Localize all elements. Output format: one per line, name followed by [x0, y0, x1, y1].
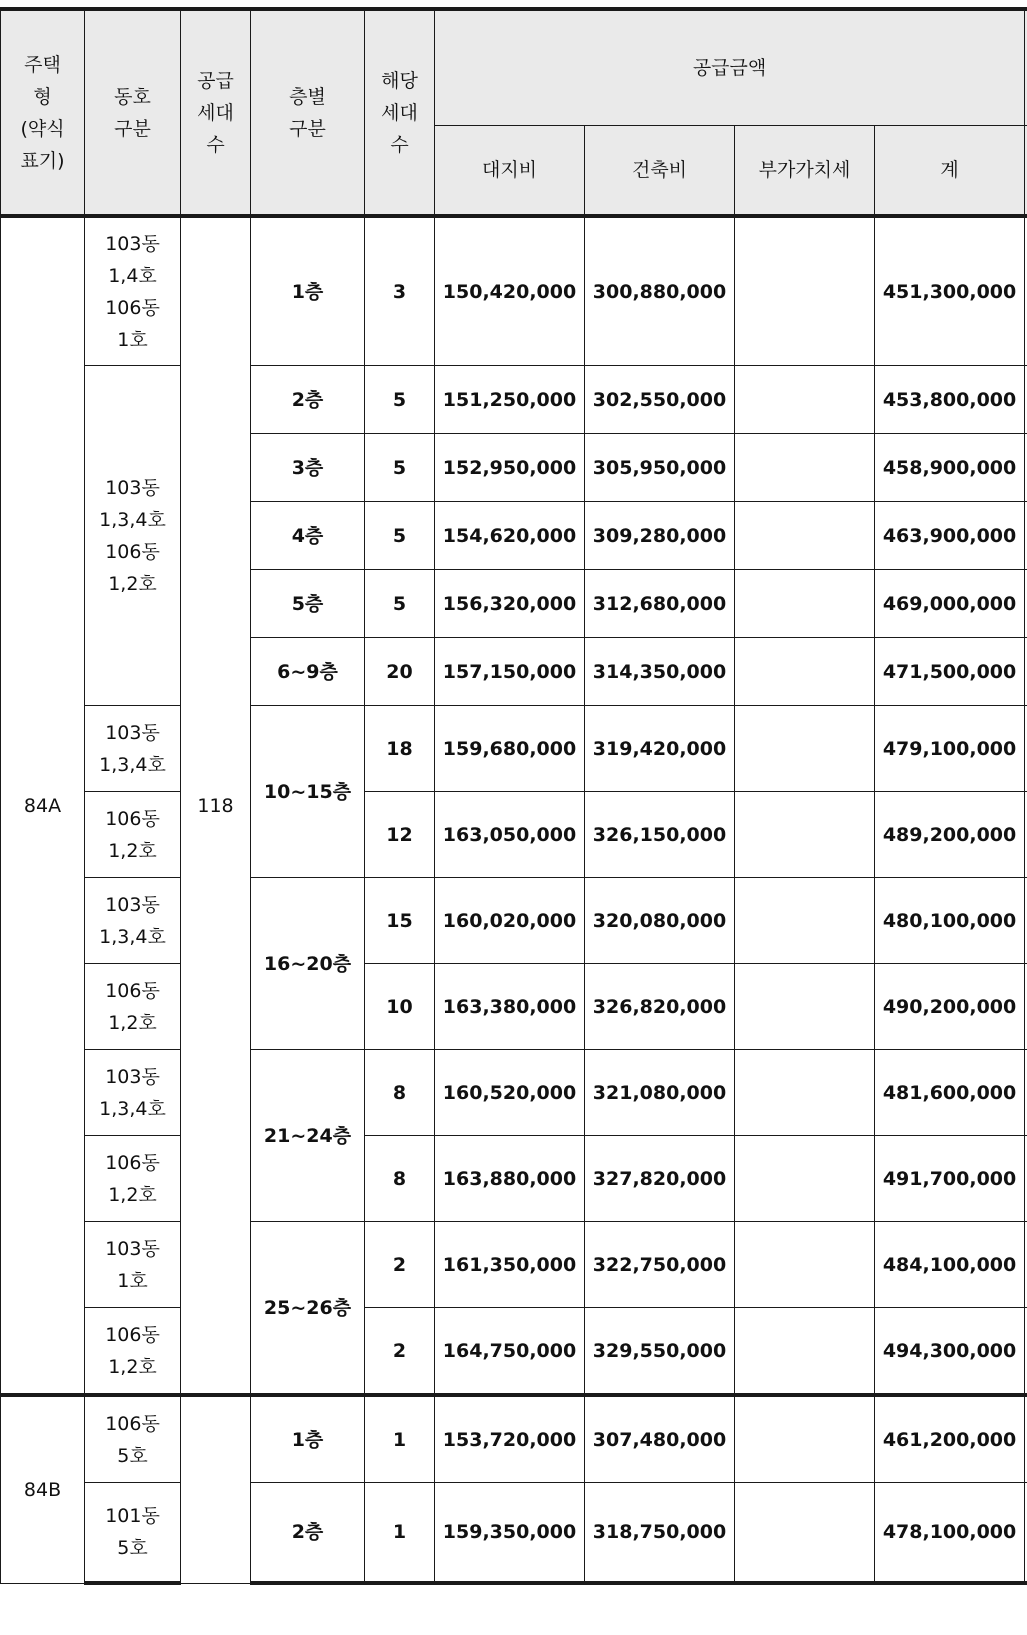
land-cost-cell: 160,020,000 [435, 878, 585, 964]
header-floor: 층별 구분 [251, 9, 365, 216]
land-cost-cell: 153,720,000 [435, 1395, 585, 1483]
table-row [1, 1395, 1027, 1483]
floor-cell: 2층 [251, 366, 365, 434]
header-supply-units: 공급 세대 수 [181, 9, 251, 216]
land-cost-cell: 160,520,000 [435, 1050, 585, 1136]
total-cell: 480,100,000 [875, 878, 1025, 964]
land-cost-cell: 164,750,000 [435, 1308, 585, 1396]
supply-price-table-sheet [0, 7, 1027, 1627]
dong-ho-cell: 106동 5호 [85, 1395, 181, 1483]
total-cell: 490,200,000 [875, 964, 1025, 1050]
total-cell: 458,900,000 [875, 434, 1025, 502]
floor-cell: 1층 [251, 1395, 365, 1483]
total-cell: 471,500,000 [875, 638, 1025, 706]
dong-ho-cell: 103동 1,4호 106동 1호 [85, 216, 181, 366]
table-row [1, 1222, 1027, 1308]
building-cost-cell: 327,820,000 [585, 1136, 735, 1222]
table-row [1, 1050, 1027, 1136]
vat-cell [735, 638, 875, 706]
total-cell: 453,800,000 [875, 366, 1025, 434]
land-cost-cell: 161,350,000 [435, 1222, 585, 1308]
building-cost-cell: 314,350,000 [585, 638, 735, 706]
dong-ho-cell: 106동 1,2호 [85, 1136, 181, 1222]
vat-cell [735, 216, 875, 366]
header-housing-type: 주택 형 (약식 표기) [1, 9, 85, 216]
units-cell: 15 [365, 878, 435, 964]
supply-units-84a: 118 [181, 216, 251, 1395]
vat-cell [735, 570, 875, 638]
building-cost-cell: 300,880,000 [585, 216, 735, 366]
total-cell: 494,300,000 [875, 1308, 1025, 1396]
header-supply-amount: 공급금액 [435, 9, 1025, 126]
building-cost-cell: 309,280,000 [585, 502, 735, 570]
dong-ho-cell: 106동 1,2호 [85, 792, 181, 878]
land-cost-cell: 152,950,000 [435, 434, 585, 502]
units-cell: 5 [365, 366, 435, 434]
vat-cell [735, 366, 875, 434]
floor-cell: 25~26층 [251, 1222, 365, 1396]
table-row [1, 1483, 1027, 1584]
units-cell: 12 [365, 792, 435, 878]
land-cost-cell: 157,150,000 [435, 638, 585, 706]
vat-cell [735, 1222, 875, 1308]
building-cost-cell: 329,550,000 [585, 1308, 735, 1396]
vat-cell [735, 1308, 875, 1396]
land-cost-cell: 151,250,000 [435, 366, 585, 434]
floor-cell: 3층 [251, 434, 365, 502]
units-cell: 5 [365, 434, 435, 502]
vat-cell [735, 434, 875, 502]
building-cost-cell: 326,820,000 [585, 964, 735, 1050]
building-cost-cell: 302,550,000 [585, 366, 735, 434]
land-cost-cell: 156,320,000 [435, 570, 585, 638]
header-vat: 부가가치세 [735, 126, 875, 217]
supply-units-84b [181, 1395, 251, 1583]
table-row [1, 216, 1027, 366]
header-total: 계 [875, 126, 1025, 217]
building-cost-cell: 326,150,000 [585, 792, 735, 878]
land-cost-cell: 159,680,000 [435, 706, 585, 792]
vat-cell [735, 964, 875, 1050]
vat-cell [735, 1483, 875, 1584]
units-cell: 18 [365, 706, 435, 792]
land-cost-cell: 163,050,000 [435, 792, 585, 878]
housing-type-84a: 84A [1, 216, 85, 1395]
building-cost-cell: 321,080,000 [585, 1050, 735, 1136]
dong-ho-cell: 101동 5호 [85, 1483, 181, 1584]
land-cost-cell: 150,420,000 [435, 216, 585, 366]
header-applicable-units: 해당 세대 수 [365, 9, 435, 216]
vat-cell [735, 792, 875, 878]
housing-type-84b: 84B [1, 1395, 85, 1583]
building-cost-cell: 307,480,000 [585, 1395, 735, 1483]
table-row [1, 1308, 1027, 1396]
units-cell: 1 [365, 1395, 435, 1483]
units-cell: 20 [365, 638, 435, 706]
table-row [1, 366, 1027, 434]
dong-ho-cell: 103동 1,3,4호 [85, 706, 181, 792]
total-cell: 451,300,000 [875, 216, 1025, 366]
units-cell: 8 [365, 1050, 435, 1136]
supply-price-table [0, 7, 1027, 1585]
total-cell: 463,900,000 [875, 502, 1025, 570]
floor-cell: 6~9층 [251, 638, 365, 706]
total-cell: 478,100,000 [875, 1483, 1025, 1584]
dong-ho-cell: 106동 1,2호 [85, 964, 181, 1050]
table-row [1, 706, 1027, 792]
floor-cell: 10~15층 [251, 706, 365, 878]
table-row [1, 792, 1027, 878]
units-cell: 2 [365, 1308, 435, 1396]
table-row [1, 964, 1027, 1050]
building-cost-cell: 322,750,000 [585, 1222, 735, 1308]
vat-cell [735, 1395, 875, 1483]
total-cell: 489,200,000 [875, 792, 1025, 878]
building-cost-cell: 320,080,000 [585, 878, 735, 964]
total-cell: 484,100,000 [875, 1222, 1025, 1308]
vat-cell [735, 1050, 875, 1136]
units-cell: 2 [365, 1222, 435, 1308]
units-cell: 3 [365, 216, 435, 366]
units-cell: 8 [365, 1136, 435, 1222]
dong-ho-cell: 103동 1,3,4호 [85, 1050, 181, 1136]
floor-cell: 1층 [251, 216, 365, 366]
header-land-cost: 대지비 [435, 126, 585, 217]
table-row [1, 878, 1027, 964]
total-cell: 479,100,000 [875, 706, 1025, 792]
building-cost-cell: 312,680,000 [585, 570, 735, 638]
floor-cell: 5층 [251, 570, 365, 638]
building-cost-cell: 319,420,000 [585, 706, 735, 792]
total-cell: 491,700,000 [875, 1136, 1025, 1222]
floor-cell: 2층 [251, 1483, 365, 1584]
land-cost-cell: 159,350,000 [435, 1483, 585, 1584]
units-cell: 10 [365, 964, 435, 1050]
dong-ho-cell: 103동 1,3,4호 106동 1,2호 [85, 366, 181, 706]
units-cell: 5 [365, 502, 435, 570]
vat-cell [735, 502, 875, 570]
units-cell: 1 [365, 1483, 435, 1584]
dong-ho-cell: 103동 1호 [85, 1222, 181, 1308]
dong-ho-cell: 106동 1,2호 [85, 1308, 181, 1396]
total-cell: 469,000,000 [875, 570, 1025, 638]
floor-cell: 4층 [251, 502, 365, 570]
land-cost-cell: 163,880,000 [435, 1136, 585, 1222]
vat-cell [735, 878, 875, 964]
header-building-cost: 건축비 [585, 126, 735, 217]
total-cell: 461,200,000 [875, 1395, 1025, 1483]
table-row [1, 1136, 1027, 1222]
building-cost-cell: 305,950,000 [585, 434, 735, 502]
land-cost-cell: 163,380,000 [435, 964, 585, 1050]
vat-cell [735, 706, 875, 792]
total-cell: 481,600,000 [875, 1050, 1025, 1136]
floor-cell: 16~20층 [251, 878, 365, 1050]
units-cell: 5 [365, 570, 435, 638]
land-cost-cell: 154,620,000 [435, 502, 585, 570]
header-dong-ho: 동호 구분 [85, 9, 181, 216]
dong-ho-cell: 103동 1,3,4호 [85, 878, 181, 964]
building-cost-cell: 318,750,000 [585, 1483, 735, 1584]
vat-cell [735, 1136, 875, 1222]
floor-cell: 21~24층 [251, 1050, 365, 1222]
